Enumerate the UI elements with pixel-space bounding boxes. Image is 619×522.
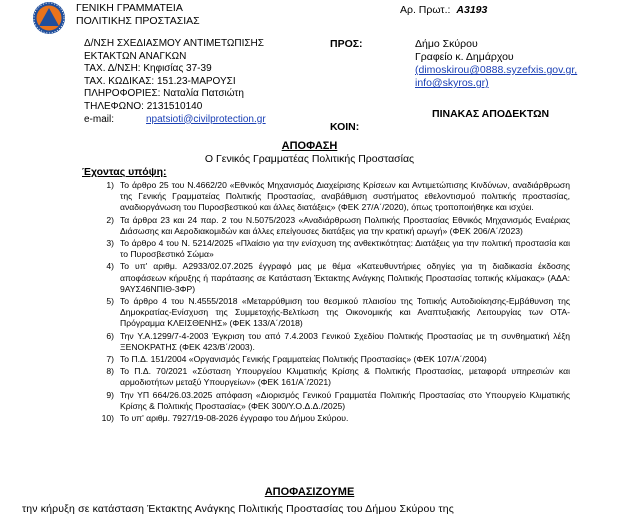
clause-text: Το άρθρο 25 του Ν.4662/20 «Εθνικός Μηχανισμός Διαχείρισης Κρίσεων και Αντιμετώπισης Κινδύνων, αναδιάρθρωση της Γενικής Γραμματείας Πολιτικής Προστασίας, αναβάθμιση συστήματος εθελοντισμού πολιτικής προστασίας, αναδιοργάνωση του Πυροσβεστικού και άλλες διατάξεις» (ΦΕΚ 27/Α΄/2020), όπως τροποποιήθηκε και ισχύει. — [120, 180, 570, 213]
considering-heading: Έχοντας υπόψη: — [82, 166, 167, 178]
email-row — [84, 114, 266, 127]
recipient-label: ΠΡΟΣ: — [330, 38, 363, 50]
recipient-block — [415, 38, 577, 90]
contact-person: ΠΛΗΡΟΦΟΡΙΕΣ: Ναταλία Πατσιώτη — [84, 88, 244, 100]
clause-item — [100, 354, 570, 365]
organization-name — [76, 2, 200, 28]
department-line-1: Δ/ΝΣΗ ΣΧΕΔΙΑΣΜΟΥ ΑΝΤΙΜΕΤΩΠΙΣΗΣ — [84, 38, 264, 49]
protocol-number — [400, 4, 487, 16]
clause-item — [100, 261, 570, 295]
clause-number: 5) — [106, 296, 114, 307]
clause-number: 10) — [101, 413, 114, 424]
clause-number: 7) — [106, 354, 114, 365]
clause-number: 2) — [106, 214, 114, 225]
cc-label: ΚΟΙΝ: — [330, 121, 360, 133]
clause-number: 9) — [106, 389, 114, 400]
clause-number: 6) — [106, 330, 114, 341]
recipient-email-link-1[interactable]: (dimoskirou@0888.syzefxis.gov.gr, — [415, 64, 578, 76]
email-label: e-mail: — [84, 113, 115, 125]
clause-number: 4) — [106, 261, 114, 272]
recipient-line-2: Γραφείο κ. Δημάρχου — [415, 51, 514, 63]
org-line-2: ΠΟΛΙΤΙΚΗΣ ΠΡΟΣΤΑΣΙΑΣ — [76, 15, 200, 27]
clause-text: Το υπ' αριθμ. 7927/19-08-2026 έγγραφο του Δήμου Σκύρου. — [120, 413, 349, 424]
clause-item — [100, 180, 570, 214]
legal-basis-list — [100, 180, 570, 425]
clause-number: 8) — [106, 366, 114, 377]
clause-item — [100, 390, 570, 412]
clause-item — [100, 413, 570, 424]
clause-text: Το Π.Δ. 151/2004 «Οργανισμός Γενικής Γραμματείας Πολιτικής Προστασίας» (ΦΕΚ 107/Α΄/2004) — [120, 354, 487, 365]
we-decide-heading: ΑΠΟΦΑΣΙΖΟΥΜΕ — [264, 486, 355, 498]
clause-text: Το άρθρο 4 του Ν. 5214/2025 «Πλαίσιο για την ενίσχυση της ανθεκτικότητας: Διατάξεις για την πολιτική προστασία και το Πυροσβεστικό Σώμα» — [120, 238, 570, 260]
sender-email-link[interactable]: npatsioti@civilprotection.gr — [146, 113, 266, 125]
clause-text: Την ΥΠ 664/26.03.2025 απόφαση «Διορισμός Γενικού Γραμματέα Πολιτικής Προστασίας στο Υπουργείο Κλιματικής Κρίσης & Πολιτικής Προστασίας» (ΦΕΚ 300/Υ.Ο.Δ.Δ./2025) — [120, 389, 570, 411]
decision-title: ΑΠΟΦΑΣΗ — [281, 140, 338, 152]
recipient-email-link-2[interactable]: info@skyros.gr) — [415, 77, 489, 89]
sender-block — [84, 38, 266, 126]
protocol-value: Α3193 — [456, 4, 488, 16]
issuer-title: Ο Γενικός Γραμματέας Πολιτικής Προστασίας — [204, 153, 415, 165]
clause-text: Την Υ.Α.1299/7-4-2003 Έγκριση του από 7.4.2003 Γενικού Σχεδίου Πολιτικής Προστασίας με τη συνθηματική λέξη ΞΕΝΟΚΡΑΤΗΣ (ΦΕΚ 423/Β΄/2003). — [120, 330, 570, 352]
protocol-label: Αρ. Πρωτ.: — [400, 4, 451, 16]
postal-address: ΤΑΧ. Δ/ΝΣΗ: Κηφισίας 37-39 — [84, 63, 212, 75]
clause-item — [100, 296, 570, 330]
clause-item — [100, 238, 570, 260]
clause-item — [100, 331, 570, 353]
decision-text: την κήρυξη σε κατάσταση Έκτακτης Ανάγκης Πολιτικής Προστασίας του Δήμου Σκύρου της — [22, 503, 454, 515]
civil-protection-emblem-icon — [32, 1, 66, 35]
clause-item — [100, 215, 570, 237]
clause-text: Το άρθρο 4 του Ν.4555/2018 «Μεταρρύθμιση του θεσμικού πλαισίου της Τοπικής Αυτοδιοίκησης-Εμβάθυνση της Δημοκρατίας-Ενίσχυση της Συμμετοχής-Βελτίωση της Οικονομικής και Αναπτυξιακής Λειτουργίας των ΟΤΑ-Πρόγραμμα ΚΛΕΙΣΘΕΝΗΣ» (ΦΕΚ 133/Α΄/2018) — [120, 296, 570, 329]
clause-text: Τα άρθρα 23 και 24 παρ. 2 του Ν.5075/2023 «Αναδιάρθρωση Πολιτικής Προστασίας Εθνικός Μηχανισμός Εναέριας Διάσωσης και Αεροδιακομιδών και άλλες επείγουσες διατάξεις για την κρατική αρωγή» (ΦΕΚ 206/Α΄/2023) — [120, 214, 570, 236]
postal-code: ΤΑΧ. ΚΩΔΙΚΑΣ: 151.23-ΜΑΡΟΥΣΙ — [84, 75, 236, 87]
recipient-line-1: Δήμο Σκύρου — [415, 38, 478, 50]
clause-text: Το Π.Δ. 70/2021 «Σύσταση Υπουργείου Κλιματικής Κρίσης & Πολιτικής Προστασίας, μεταφορά υπηρεσιών και αρμοδιοτήτων μεταξύ Υπουργείων» (ΦΕΚ 161/Α΄/2021) — [120, 366, 570, 388]
clause-number: 3) — [106, 238, 114, 249]
department-line-2: ΕΚΤΑΚΤΩΝ ΑΝΑΓΚΩΝ — [84, 50, 187, 62]
phone-number: ΤΗΛΕΦΩΝΟ: 2131510140 — [84, 100, 203, 112]
clause-number: 1) — [106, 180, 114, 190]
org-line-1: ΓΕΝΙΚΗ ΓΡΑΜΜΑΤΕΙΑ — [76, 2, 183, 14]
clause-text: Το υπ' αριθμ. Α2933/02.07.2025 έγγραφό μας με θέμα «Κατευθυντήριες οδηγίες για τη διαδικασία έκδοσης αποφάσεων κήρυξης ή παράτασης σε Κατάσταση Έκτακτης Ανάγκης Πολιτικής Προστασίας τοπικής κλίμακας» (ΑΔΑ: 9ΑΥΣ46ΝΠΙΘ-3ΦΡ) — [120, 261, 570, 294]
distribution-list-heading: ΠΙΝΑΚΑΣ ΑΠΟΔΕΚΤΩΝ — [432, 108, 550, 120]
clause-item — [100, 366, 570, 388]
